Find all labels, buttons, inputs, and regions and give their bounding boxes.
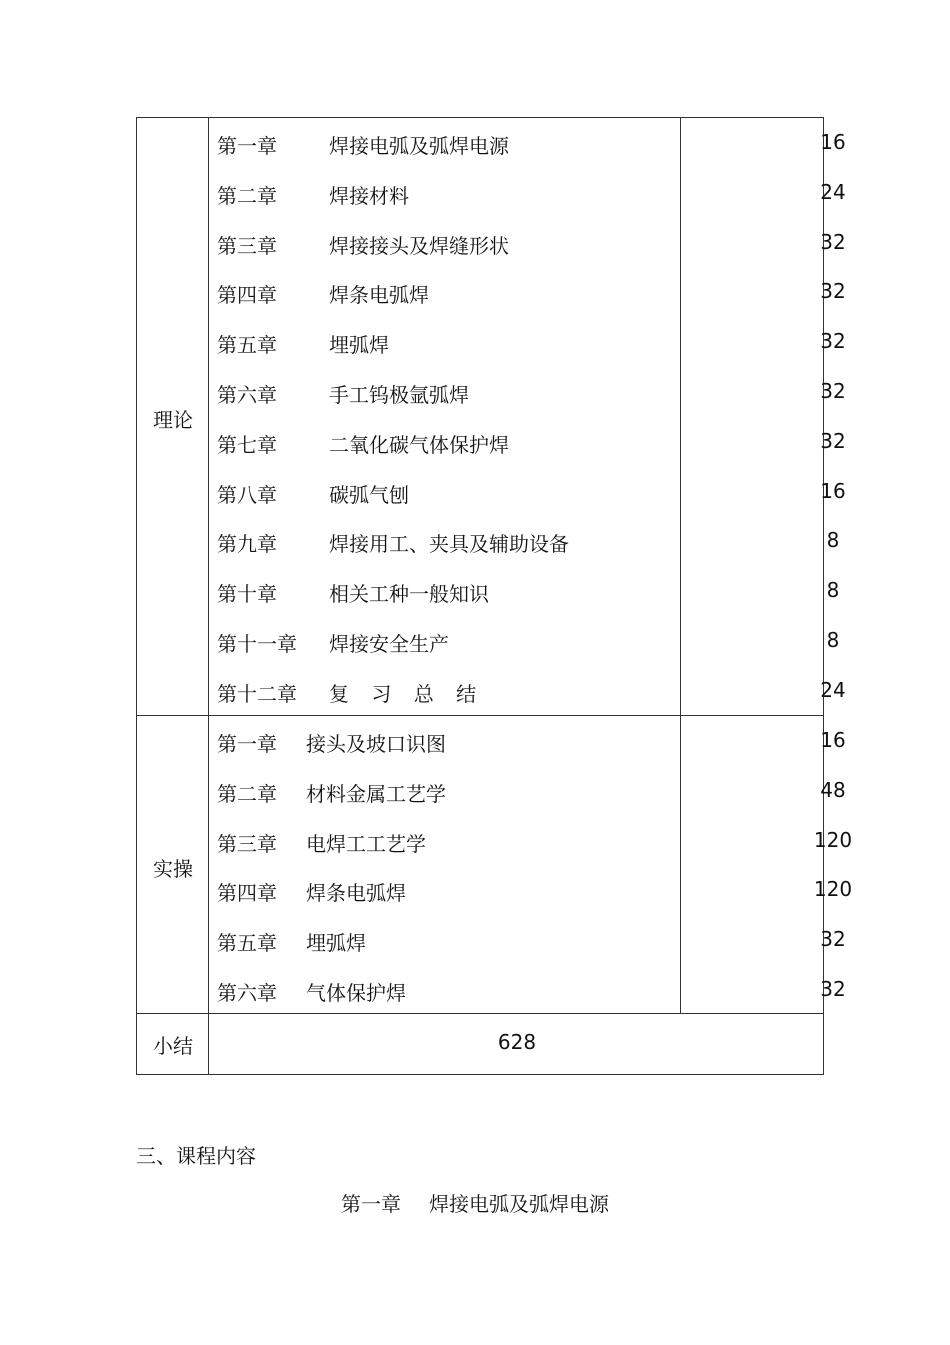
class-hours: 24 [820, 179, 846, 204]
chapter-title: 碳弧气刨 [329, 482, 409, 507]
hours-table [136, 117, 853, 1075]
chapter-title: 手工钨极氩弧焊 [329, 383, 469, 407]
chapter-number: 第六章 [217, 383, 277, 407]
table-row [217, 467, 846, 517]
table-row [217, 616, 840, 666]
chapter-title: 焊条电弧焊 [329, 283, 429, 308]
class-hours: 32 [820, 379, 846, 403]
table-row [217, 417, 846, 467]
chapter-title: 电焊工工艺学 [306, 831, 426, 856]
chapter-number: 第三章 [217, 831, 277, 856]
chapter-title: 埋弧焊 [329, 333, 389, 358]
table-row [217, 965, 846, 1015]
chapter-title: 焊接用工、夹具及辅助设备 [329, 532, 569, 557]
chapter-number: 第四章 [217, 283, 277, 308]
chapter-title: 接头及坡口识图 [306, 732, 446, 756]
table-row [217, 566, 840, 616]
chapter-number: 第一章 [217, 732, 277, 756]
chapter-number: 第十二章 [217, 681, 297, 706]
theory-label: 理论 [153, 408, 193, 432]
chapter-heading-number: 第一章 [341, 1192, 401, 1216]
table-row [217, 168, 846, 218]
class-hours: 32 [820, 428, 846, 453]
chapter-number: 第一章 [217, 134, 277, 158]
chapter-number: 第十一章 [217, 632, 297, 656]
class-hours: 48 [820, 777, 846, 802]
table-row [217, 766, 846, 816]
chapter-number: 第六章 [217, 981, 277, 1005]
class-hours: 8 [826, 578, 840, 603]
chapter-title: 材料金属工艺学 [306, 781, 446, 806]
chapter-number: 第八章 [217, 482, 277, 507]
chapter-number: 第五章 [217, 931, 277, 956]
class-hours: 16 [820, 728, 846, 752]
chapter-heading-title: 焊接电弧及弧焊电源 [429, 1192, 609, 1216]
table-row [217, 915, 846, 965]
table-row [217, 816, 853, 866]
chapter-number: 第二章 [217, 781, 277, 806]
chapter-title: 焊接接头及焊缝形状 [329, 233, 509, 258]
chapter-number: 第三章 [217, 233, 277, 258]
table-row [217, 267, 846, 317]
chapter-title: 复 习 总 结 [329, 681, 485, 706]
chapter-title: 焊条电弧焊 [306, 881, 406, 906]
class-hours: 8 [826, 528, 840, 553]
chapter-title: 二氧化碳气体保护焊 [329, 432, 509, 457]
chapter-title: 埋弧焊 [306, 931, 366, 956]
table-row [217, 317, 846, 367]
chapter-title: 相关工种一般知识 [329, 582, 489, 607]
class-hours: 120 [813, 827, 853, 852]
class-hours: 32 [820, 229, 846, 254]
chapter-title: 气体保护焊 [306, 981, 406, 1005]
class-hours: 8 [826, 628, 840, 652]
table-row [217, 865, 853, 915]
practice-label: 实操 [153, 857, 193, 881]
chapter-title: 焊接电弧及弧焊电源 [329, 134, 509, 158]
class-hours: 120 [813, 877, 853, 902]
chapter-number: 第九章 [217, 532, 277, 557]
chapter-heading [0, 1188, 950, 1217]
table-row [217, 218, 846, 268]
chapter-number: 第四章 [217, 881, 277, 906]
chapter-number: 第十章 [217, 582, 277, 607]
class-hours: 32 [820, 927, 846, 952]
class-hours: 32 [820, 329, 846, 354]
col-divider-label [208, 118, 209, 1074]
class-hours: 16 [820, 478, 846, 503]
class-hours: 24 [820, 677, 846, 702]
chapter-number: 第七章 [217, 432, 277, 457]
section-heading: 三、课程内容 [136, 1144, 256, 1168]
table-row [217, 118, 846, 168]
chapter-title: 焊接安全生产 [329, 632, 449, 656]
table-row [217, 367, 846, 417]
chapter-number: 第五章 [217, 333, 277, 358]
table-row [217, 666, 846, 716]
summary-total-hours: 628 [497, 1030, 537, 1054]
class-hours: 32 [820, 977, 846, 1001]
summary-label: 小结 [153, 1034, 193, 1058]
chapter-title: 焊接材料 [329, 183, 409, 208]
chapter-number: 第二章 [217, 183, 277, 208]
table-row [217, 516, 840, 566]
table-row [217, 716, 846, 766]
class-hours: 32 [820, 279, 846, 304]
class-hours: 16 [820, 130, 846, 154]
